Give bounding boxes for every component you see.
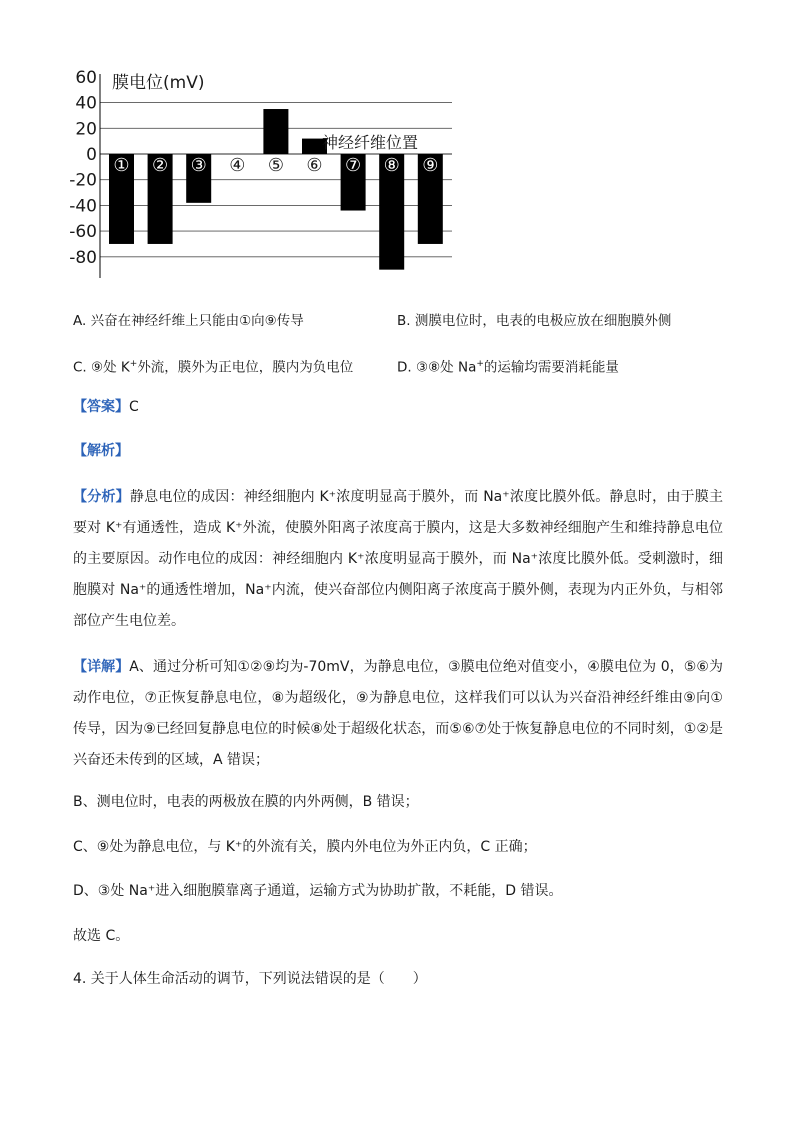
category-label: ⑦ <box>345 155 362 176</box>
chart-svg <box>60 62 460 284</box>
answer-tag: 【答案】 <box>73 399 129 415</box>
conclusion: 故选 C。 <box>73 928 130 944</box>
category-label: ① <box>113 155 130 176</box>
fenxi-paragraph <box>73 482 723 637</box>
category-label: ③ <box>190 155 207 176</box>
explain-d: D、③处 Na⁺进入细胞膜靠离子通道，运输方式为协助扩散，不耗能，D 错误。 <box>73 883 563 899</box>
y-tick-label: -80 <box>69 247 97 268</box>
option-c-pre: C. ⑨处 K <box>73 359 130 376</box>
option-a: A. 兴奋在神经纤维上只能由①向⑨传导 <box>73 313 304 329</box>
answer-value: C <box>129 399 139 415</box>
category-labels <box>113 155 438 176</box>
y-tick-label: -20 <box>69 170 97 191</box>
category-label: ⑧ <box>383 155 400 176</box>
y-tick-label: 40 <box>75 93 97 114</box>
y-tick-labels <box>69 68 97 268</box>
category-label: ⑥ <box>306 155 323 176</box>
fenxi-text: 静息电位的成因：神经细胞内 K⁺浓度明显高于膜外，而 Na⁺浓度比膜外低。静息时，由于膜主要对 K⁺有通透性，造成 K⁺外流，使膜外阳离子浓度高于膜内，这是大多数神经细胞产生和维持静息电位的主要原因。动作电位的成因：神经细胞内 K⁺浓度明显高于膜外，而 Na⁺浓度比膜外低。受刺激时，细胞膜对 Na⁺的通透性增加，Na⁺内流，使兴奋部位内侧阳离子浓度高于膜外侧，表现为内正外负，与相邻部位产生电位差。 <box>73 489 723 629</box>
xiangjie-paragraph <box>73 652 723 776</box>
y-tick-label: 60 <box>75 67 97 88</box>
category-label: ④ <box>229 155 246 176</box>
analysis-heading <box>73 441 129 461</box>
xiangjie-tag: 【详解】 <box>73 659 130 675</box>
bar <box>263 109 288 154</box>
xiangjie-text: A、通过分析可知①②⑨均为-70mV，为静息电位，③膜电位绝对值变小，④膜电位为 0，⑤⑥为动作电位，⑦正恢复静息电位，⑧为超级化，⑨为静息电位，这样我们可以认为兴奋沿神经纤维由⑨向①传导，因为⑨已经回复静息电位的时候⑧处于超级化状态，而⑤⑥⑦处于恢复静息电位的不同时刻，①②是兴奋还未传到的区域，A 错误； <box>73 659 723 768</box>
chart-title: 膜电位(mV) <box>112 73 205 93</box>
y-tick-label: 0 <box>86 145 97 165</box>
fenxi-tag: 【分析】 <box>73 489 130 505</box>
y-tick-label: 20 <box>75 119 97 140</box>
explain-c: C、⑨处为静息电位，与 K⁺的外流有关，膜内外电位为外正内负，C 正确； <box>73 839 537 855</box>
option-d-post: 的运输均需要消耗能量 <box>483 359 619 376</box>
explain-b: B、测电位时，电表的两极放在膜的内外两侧，B 错误； <box>73 794 419 810</box>
category-label: ⑤ <box>267 155 284 176</box>
question-4: 4. 关于人体生命活动的调节，下列说法错误的是（ ） <box>73 971 427 987</box>
option-c-sup: + <box>129 359 138 369</box>
option-d <box>397 354 619 378</box>
option-d-sup: + <box>476 359 484 369</box>
category-label: ② <box>152 155 169 176</box>
analysis-tag: 【解析】 <box>73 443 129 459</box>
y-tick-label: -60 <box>69 222 97 243</box>
answer-line <box>73 397 139 417</box>
x-axis-label: 神经纤维位置 <box>321 133 418 152</box>
membrane-potential-chart <box>60 62 460 288</box>
category-label: ⑨ <box>422 155 439 176</box>
option-b: B. 测膜电位时，电表的电极应放在细胞膜外侧 <box>397 313 672 329</box>
option-d-pre: D. ③⑧处 Na <box>397 359 477 376</box>
option-c <box>73 354 353 378</box>
y-tick-label: -40 <box>69 196 97 217</box>
option-c-post: 外流，膜外为正电位，膜内为负电位 <box>137 359 354 376</box>
